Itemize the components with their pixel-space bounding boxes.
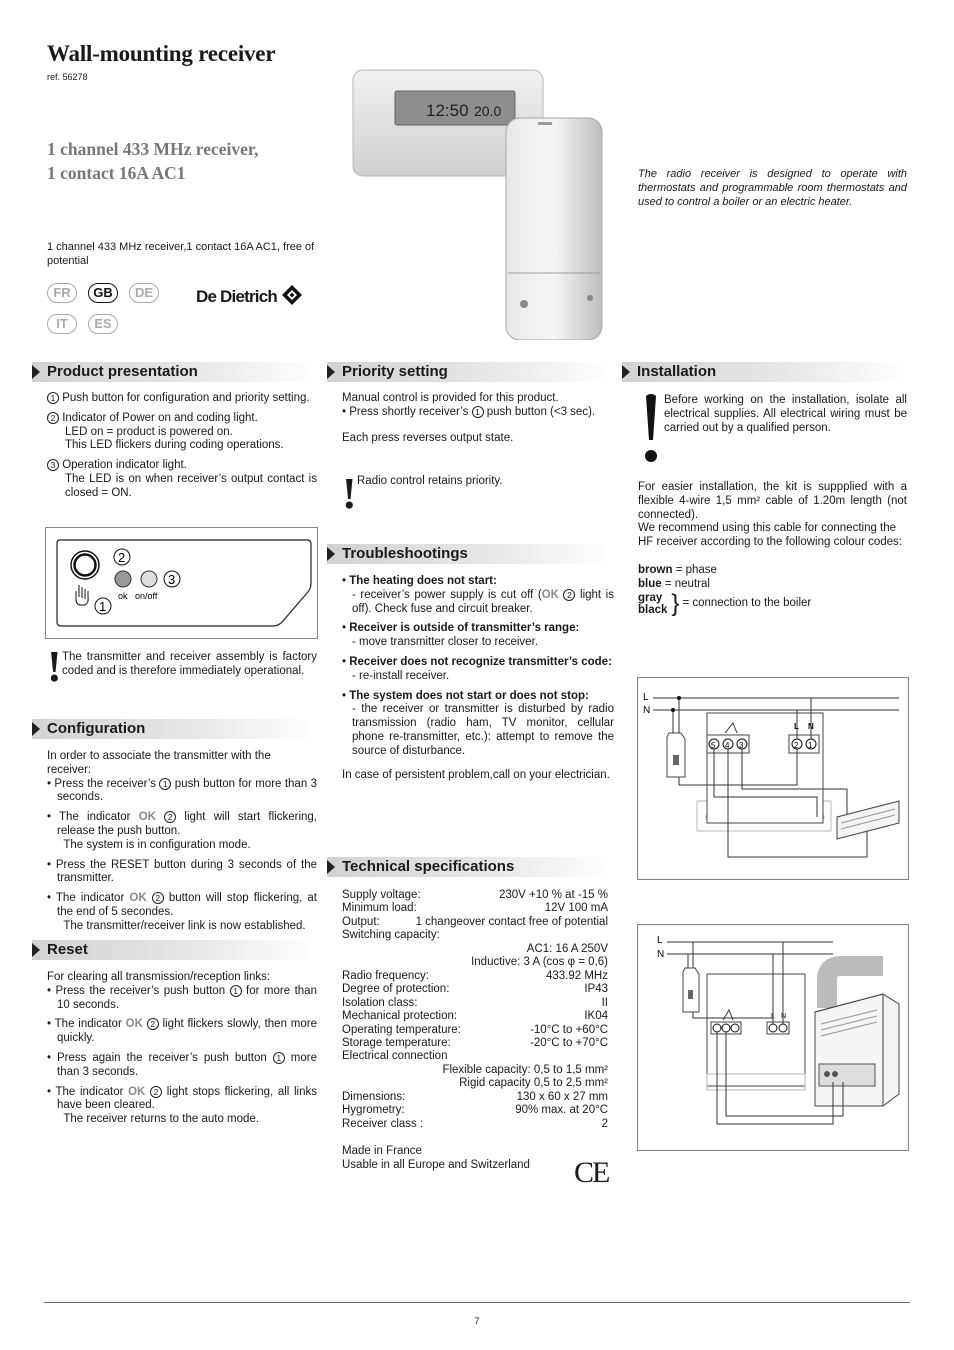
svg-text:2: 2 xyxy=(118,550,126,565)
page-title: Wall-mounting receiver xyxy=(47,41,276,66)
wiring-diagram-boiler xyxy=(637,924,909,1151)
section-priority-setting: Priority setting xyxy=(327,362,612,382)
svg-text:N: N xyxy=(781,1013,787,1020)
product-subtitle: 1 channel 433 MHz receiver, 1 contact 16A AC1 xyxy=(47,139,259,183)
svg-text:1: 1 xyxy=(808,741,813,750)
svg-text:L: L xyxy=(771,1013,775,1020)
footer-rule xyxy=(44,1302,910,1303)
product-presentation-body: 1 Push button for configuration and priority setting. 2 Indicator of Power on and coding light. LED on = product is powered on. This LED flickers during coding operations. 3 Operation indicator light. The LED is on when receiver’s output contact is closed = ON. xyxy=(47,392,317,507)
svg-text:L: L xyxy=(643,692,649,703)
svg-text:3: 3 xyxy=(739,741,744,750)
warning-icon: ! xyxy=(342,469,357,518)
lang-es: ES xyxy=(88,314,118,334)
ce-mark-icon: CE xyxy=(574,1156,609,1189)
reference-number: ref. 56278 xyxy=(47,72,88,82)
factory-coded-note: The transmitter and receiver assembly is factory coded and is therefore immediately operational. xyxy=(62,651,317,677)
svg-text:N: N xyxy=(808,722,814,731)
lang-fr: FR xyxy=(47,283,77,303)
reset-body: For clearing all transmission/reception links: • Press the receiver’s push button 1 for more than 10 seconds. • The indicator OK 2 light flickers slowly, then more quickly. • Press again the receiver’s push button 1 more than 3 seconds. • The indicator OK 2 light stops flickering, all links have been cleared. The receiver returns to the auto mode. xyxy=(47,971,318,1126)
priority-body: Manual control is provided for this product. • Press shortly receiver’s 1 push button (<3 sec). Each press reverses output state. xyxy=(342,392,596,444)
section-reset: Reset xyxy=(32,940,317,960)
svg-text:2: 2 xyxy=(794,741,799,750)
svg-text:L: L xyxy=(794,722,799,731)
brace-icon: } xyxy=(671,590,680,618)
lang-de: DE xyxy=(129,283,159,303)
installation-body: For easier installation, the kit is suppplied with a flexible 4-wire 1,5 mm² cable of 1.20m length (not connected). We recommend using this cable for connecting the HF receiver according to the following colour codes: brown = phase blue = neutral gray black } = connection to the boiler xyxy=(638,481,907,618)
warning-icon xyxy=(642,392,660,464)
device-display-temp: 20.0 xyxy=(474,103,502,119)
diagram-label-ok: ok xyxy=(118,591,128,601)
installation-warning: Before working on the installation, isolate all electrical supplies. All electrical wiring must be carried out by a qualified person. xyxy=(664,394,907,434)
lang-it: IT xyxy=(47,314,77,334)
svg-text:N: N xyxy=(643,705,651,716)
section-troubleshooting: Troubleshootings xyxy=(327,544,612,564)
section-installation: Installation xyxy=(622,362,907,382)
receiver-face-diagram xyxy=(45,527,318,639)
page-number: 7 xyxy=(474,1316,480,1326)
section-product-presentation: Product presentation xyxy=(32,362,317,382)
product-photo xyxy=(348,68,608,340)
svg-text:N: N xyxy=(657,949,665,960)
troubleshooting-body: • The heating does not start: - receiver’s power supply is cut off (OK 2 light is off). Check fuse and circuit breaker. • Receiver is outside of transmitter’s range: - move transmitter closer to receiver. • Receiver does not recognize transmitter’s code: - re-install receiver. • The system does not start or does not stop: - the receiver or transmitter is disturbed by radio transmission (radio ham, TV monitor, cellular phone re-transmitter, etc.): attempt to remove the source of disturbance. In case of persistent problem,call on your electrician. xyxy=(342,575,614,781)
intro-text: The radio receiver is designed to operate with thermostats and programmable room thermostats and used to control a boiler or an electric heater. xyxy=(638,168,907,208)
section-technical-specifications: Technical specifications xyxy=(327,857,612,877)
svg-text:1: 1 xyxy=(99,599,107,614)
svg-text:4: 4 xyxy=(725,741,730,750)
diagram-label-onoff: on/off xyxy=(135,591,158,601)
warning-icon: ! xyxy=(47,642,62,691)
technical-specifications-body: Supply voltage: 230V +10 % at -15 % Minimum load: 12V 100 mA Output: 1 changeover contact free of potential Switching capacity: AC1: 16 A 250V Inductive: 3 A (cos φ = 0,6) Radio frequency: 433.92 MHz Degree of protection: IP43 Isolation class: II Mechanical protection: IK04 Operating temperature: -10°C to +60°C Storage temperature: -20°C to +70°C Electrical connection Flexible capacity: 0,5 to 1,5 mm² Rigid capacity 0,5 to 2,5 mm² Dimensions: 130 x 60 x 27 mm Hygrometry: 90% max. at 20°C Receiver class : 2 Made in France Usable in all Europe and Switzerland xyxy=(342,889,608,1171)
section-configuration: Configuration xyxy=(32,719,317,739)
brand-diamond-icon xyxy=(281,284,303,306)
product-description: 1 channel 433 MHz receiver,1 contact 16A AC1, free of potential xyxy=(47,241,315,267)
wiring-diagram-heater xyxy=(637,677,909,880)
configuration-body: In order to associate the transmitter with the receiver: • Press the receiver’s 1 push button for more than 3 seconds. • The indicator OK 2 light will start flickering, release the push button. The system is in configuration mode. • Press the RESET button during 3 seconds of the transmitter. • The indicator OK 2 button will stop flickering, at the end of 5 secondes. The transmitter/receiver link is now established. xyxy=(47,750,317,932)
priority-note: Radio control retains priority. xyxy=(357,475,503,487)
brand-logo: De Dietrich xyxy=(196,284,303,307)
svg-text:5: 5 xyxy=(711,741,716,750)
device-display-time: 12:50 xyxy=(426,101,469,120)
lang-gb: GB xyxy=(88,283,118,303)
svg-text:L: L xyxy=(657,935,663,946)
svg-text:3: 3 xyxy=(168,572,176,587)
